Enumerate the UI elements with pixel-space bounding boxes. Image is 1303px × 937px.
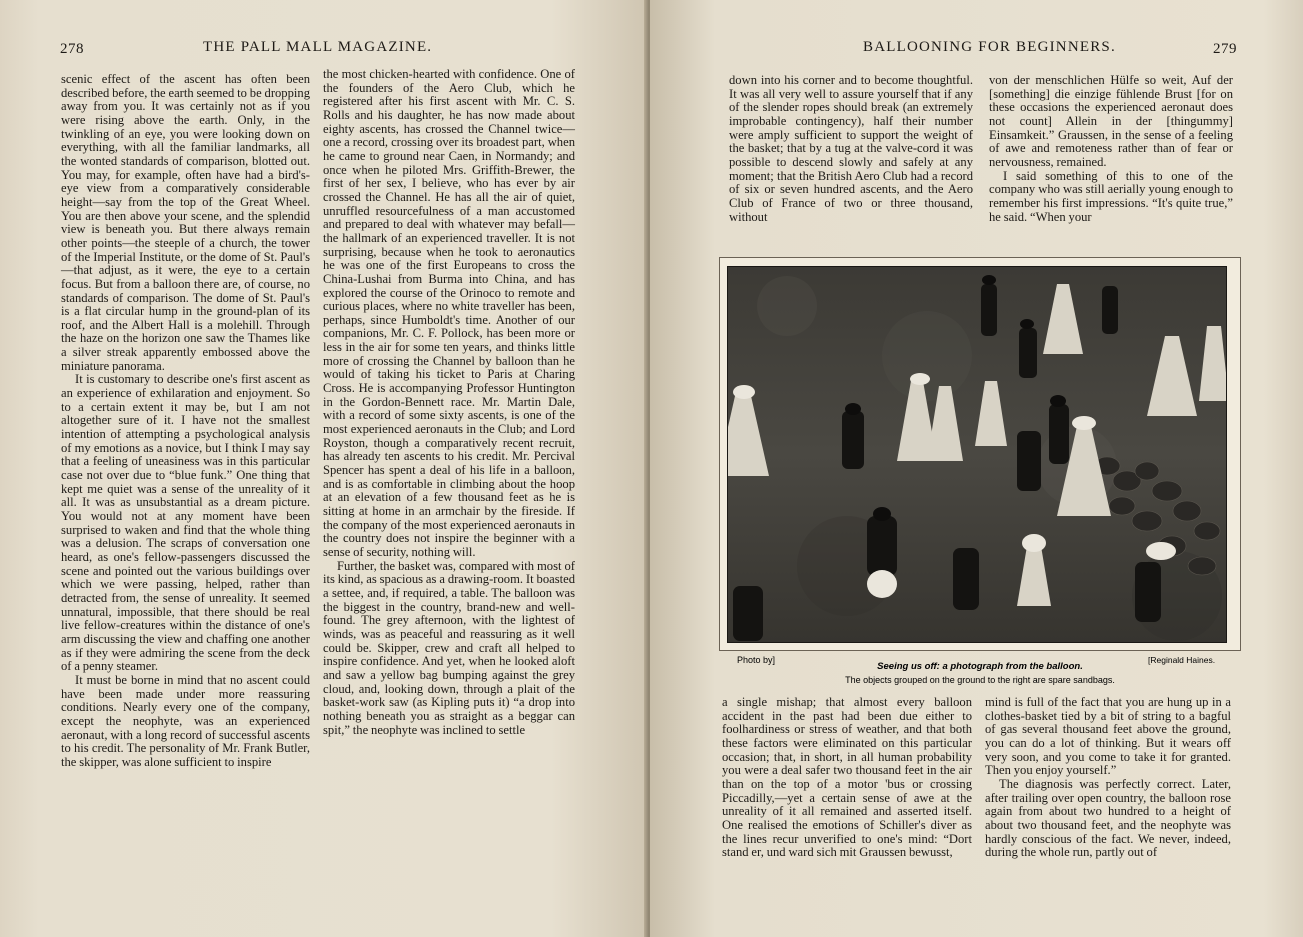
balloon-crowd-photograph (727, 266, 1227, 643)
figure-caption-subtitle: The objects grouped on the ground to the right are spare sandbags. (845, 675, 1115, 685)
left-column-1 (61, 73, 310, 769)
paragraph: a single mishap; that almost every balloon accident in the past had been due either to foolhardiness or stress of weather, and that both these factors were eliminated on this particular occasion; that, in short, in all human probability you were a deal safer two thousand feet in the air than on the top of a motor 'bus or crossing Piccadilly,—yet a certain sense of awe at the unreality of it all remained and asserted itself. One realised the emotions of Schiller's diver as the lines recur unverified to one's mind: “Dort stand er, und ward sich mit Graussen bewusst, (722, 695, 972, 860)
running-head-right: BALLOONING FOR BEGINNERS. (863, 39, 1116, 55)
paragraph: the most chicken-hearted with confidence. One of the founders of the Aero Club, which he registered after his first ascent with Mr. C. S. Rolls and his daughter, he has now made about eighty ascents, has crossed the Channel twice—one a record, crossing over its broadest part, when he came to ground near Caen, in Normandy; and once when he piloted Mrs. Griffith-Brewer, the first of her sex, I believe, who has ever by air crossed the Channel. He has all the air of quiet, unruffled resourcefulness of a man accustomed and prepared to deal with whatever may befall—the hallmark of an experienced traveller. It is not surprising, because when he took to aeronautics he was one of the first Europeans to cross the China-Lushai from Burma into China, and has explored the course of the Orinoco to remote and curious places, where no white traveller has been, perhaps, since Humboldt's time. Another of our companions, Mr. C. F. Pollock, has been more or less in the air for some ten years, and thinks little more of crossing the Channel by balloon than he would of taking his ticket to Paris at Charing Cross. He is accompanying Professor Huntington in the Gordon-Bennett race. Mr. Martin Dale, with a record of some sixty ascents, is one of the most experienced aeronauts in the Club; and Lord Royston, though a comparatively recent recruit, has already ten ascents to his credit. Mr. Percival Spencer has spent a deal of his life in a balloon, and is as comfortable in climbing about the hoop at an elevation of a few thousand feet as he is sitting at home in an armchair by the fireside. If the company of the most experienced aeronauts in the country does not inspire the beginner with a sense of security, nothing will. (323, 67, 575, 559)
right-bottom-column-1 (722, 696, 972, 860)
paragraph: It is customary to describe one's first ascent as an experience of exhilaration and enjoyment. So to a certain extent it may be, but I am not altogether sure of it. I have not the smallest intention of attempting a psychological analysis of my emotions as a novice, but I think I may say that a feeling of uneasiness was in this particular case not over due to “blue funk.” One thing that kept me quiet was a sense of the unreality of it all. It was as unsubstantial as a dream picture. You would not at any moment have been surprised to waken and find that the whole thing was a delusion. The scraps of conversation one heard, as one's fellow-passengers discussed the scene and pointed out the various buildings over which we were passing, helped, rather than detracted from, the sense of unreality. It seemed unnatural, impossible, that there should be real live fellow-creatures within the distance of one's arm discussing the view and chaffing one another as if they were admiring the scene from the deck of a penny steamer. (61, 372, 310, 674)
right-top-column-1 (729, 74, 973, 224)
right-top-column-2 (989, 74, 1233, 224)
page-number-left: 278 (60, 41, 84, 57)
figure-caption-title: Seeing us off: a photograph from the balloon. (877, 661, 1083, 672)
right-bottom-column-2 (985, 696, 1231, 860)
left-page (0, 0, 648, 937)
paragraph: down into his corner and to become thoughtful. It was all very well to assure yourself that if any of the slender ropes should break (an extremely improbable contingency), half their number were amply sufficient to support the weight of the basket; that by a tug at the valve-cord it was possible to descend slowly and safely at any moment; that the British Aero Club had a record of six or seven hundred ascents, and the Aero Club of France of two or three thousand, without (729, 73, 973, 224)
paragraph: mind is full of the fact that you are hung up in a clothes-basket tied by a bit of string to a bagful of gas several thousand feet above the ground, you can do a lot of thinking. But it wears off very soon, and you come to take it for granted. Then you enjoy yourself.” (985, 695, 1231, 778)
paragraph: I said something of this to one of the company who was still aerially young enough to remember his first impressions. “It's quite true,” he said. “When your (989, 168, 1233, 224)
paragraph: The diagnosis was perfectly correct. Later, after trailing over open country, the balloon rose again from about two hundred to a height of about two thousand feet, and the neophyte was hardly conscious of the fact. We never, indeed, during the whole run, partly out of (985, 776, 1231, 860)
paragraph: von der menschlichen Hülfe so weit, Auf der [something] die einzige fühlende Brust [for on these occasions the experienced aeronaut does not count] Allein in der [thingummy] Einsamkeit.” Graussen, in the sense of a feeling of awe and remoteness rather than of fear or nervousness, remained. (989, 73, 1233, 169)
left-column-2 (323, 68, 575, 737)
page-number-right: 279 (1213, 41, 1237, 57)
running-head-left: THE PALL MALL MAGAZINE. (203, 39, 433, 55)
paragraph: scenic effect of the ascent has often been described before, the earth seemed to be dropping away from you. It was certainly not as if you were rising above the earth. Only, in the twinkling of an eye, you were looking down on everything, with all the familiar landmarks, all the wonted standards of comparison, blotted out. You may, for example, often have had a bird's-eye view from a comparatively considerable height—say from the top of the Great Wheel. You are then above your scene, and the splendid view is beneath you. But there always remain other points—the steeple of a church, the tower of the Imperial Institute, or the dome of St. Paul's—that adjust, as it were, the eye to a certain focus. But from a balloon there are, of course, no standards of comparison. The dome of St. Paul's is a flat circular hump in the ground-plan of its roof, and the Albert Hall is a molehill. Through the haze on the horizon one saw the Thames like a silver streak apparently embossed above the miniature panorama. (61, 72, 310, 373)
paragraph: It must be borne in mind that no ascent could have been made under more reassuring conditions. Nearly every one of the company, except the neophyte, was an experienced aeronaut, with a long record of successful ascents to his credit. The personality of Mr. Frank Butler, the skipper, was alone sufficient to inspire (61, 672, 310, 769)
paragraph: Further, the basket was, compared with most of its kind, as spacious as a drawing-room. It boasted a settee, and, if required, a table. The balloon was the biggest in the country, brand-new and well-found. The grey afternoon, with the lightest of winds, was as peaceful and reassuring as it well could be. Skipper, crew and craft all helped to inspire confidence. And yet, when he looked aloft and saw a yellow bag bumping against the grey cloud, and, looking down, through a plait of the basket-work saw (as Kipling puts it) “a drop into nothing beneath you as straight as a beggar can spit,” the neophyte was inclined to settle (323, 558, 575, 737)
photo-credit-prefix: Photo by] (737, 655, 776, 665)
photo-credit-name: [Reginald Haines. (1148, 655, 1216, 665)
